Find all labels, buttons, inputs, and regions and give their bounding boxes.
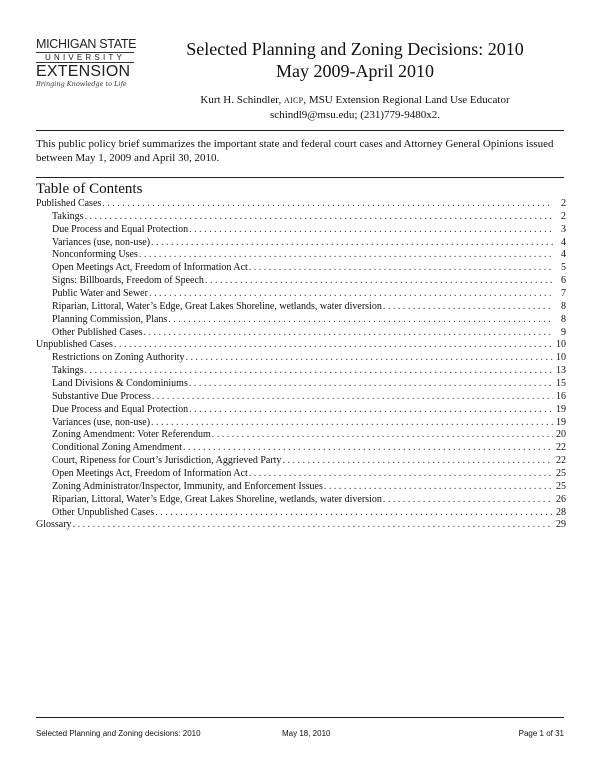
toc-entry-title: Unpublished Cases <box>36 339 113 351</box>
toc-entry[interactable] <box>36 378 566 391</box>
toc-entry-page: 7 <box>561 288 566 300</box>
toc-leader-dots <box>324 481 553 494</box>
toc-entry-page: 8 <box>561 300 566 312</box>
toc-entry-title: Variances (use, non-use) <box>52 416 151 428</box>
title-line-1: Selected Planning and Zoning Decisions: 2010 <box>186 39 524 59</box>
toc-entry-title: Conditional Zoning Amendment <box>52 442 182 454</box>
toc-entry-page: 13 <box>556 365 566 377</box>
footer-date: May 18, 2010 <box>282 729 331 738</box>
header-rule <box>36 130 564 131</box>
toc-leader-dots <box>73 519 553 532</box>
toc-entry-page: 16 <box>556 390 566 402</box>
toc-entry-title: Planning Commission, Plans <box>52 313 168 325</box>
footer-document-name: Selected Planning and Zoning decisions: 2010 <box>36 729 201 738</box>
toc-entry[interactable] <box>36 391 566 404</box>
toc-leader-dots <box>139 249 553 262</box>
toc-entry[interactable] <box>36 417 566 430</box>
table-of-contents <box>36 198 566 532</box>
toc-leader-dots <box>114 339 553 352</box>
toc-entry[interactable] <box>36 198 566 211</box>
toc-entry-title: Signs: Billboards, Freedom of Speech <box>52 275 204 287</box>
toc-leader-dots <box>151 417 553 430</box>
footer-page-number: Page 1 of 31 <box>518 729 564 738</box>
toc-leader-dots <box>85 211 553 224</box>
toc-entry-page: 20 <box>556 429 566 441</box>
toc-entry[interactable] <box>36 494 566 507</box>
toc-entry-title: Nonconforming Uses <box>52 249 138 261</box>
toc-entry[interactable] <box>36 519 566 532</box>
toc-entry-page: 9 <box>561 326 566 338</box>
toc-entry[interactable] <box>36 442 566 455</box>
toc-leader-dots <box>249 262 553 275</box>
toc-entry-page: 10 <box>556 339 566 351</box>
toc-entry-title: Zoning Administrator/Inspector, Immunity, and Enforcement Issues <box>52 480 323 492</box>
toc-leader-dots <box>212 429 553 442</box>
toc-leader-dots <box>249 468 553 481</box>
toc-entry-title: Other Unpublished Cases <box>52 506 155 518</box>
toc-entry[interactable] <box>36 314 566 327</box>
toc-entry[interactable] <box>36 224 566 237</box>
toc-leader-dots <box>383 301 553 314</box>
footer-rule <box>36 717 564 718</box>
toc-entry[interactable] <box>36 249 566 262</box>
summary-paragraph: This public policy brief summarizes the important state and federal court cases and Attorney General Opinions issued between May 1, 2009 and April 30, 2010. <box>36 138 554 164</box>
summary-rule <box>36 177 564 178</box>
toc-entry[interactable] <box>36 481 566 494</box>
toc-entry[interactable] <box>36 507 566 520</box>
toc-entry-page: 2 <box>561 198 566 209</box>
author-line <box>150 93 560 108</box>
toc-leader-dots <box>152 391 553 404</box>
toc-entry-page: 5 <box>561 262 566 274</box>
toc-entry-page: 22 <box>556 442 566 454</box>
toc-entry[interactable] <box>36 301 566 314</box>
toc-entry-page: 4 <box>561 236 566 248</box>
toc-leader-dots <box>102 198 553 211</box>
toc-entry-title: Land Divisions & Condominiums <box>52 378 188 390</box>
toc-leader-dots <box>186 352 554 365</box>
toc-entry-page: 29 <box>556 519 566 531</box>
toc-entry-title: Public Water and Sewer <box>52 288 148 300</box>
toc-entry[interactable] <box>36 275 566 288</box>
toc-leader-dots <box>383 494 553 507</box>
title-line-2: May 2009-April 2010 <box>276 61 434 81</box>
author-role: , MSU Extension Regional Land Use Educator <box>303 94 510 106</box>
toc-entry[interactable] <box>36 404 566 417</box>
toc-entry-page: 19 <box>556 416 566 428</box>
toc-entry-page: 25 <box>556 468 566 480</box>
toc-leader-dots <box>189 404 553 417</box>
toc-entry[interactable] <box>36 262 566 275</box>
toc-entry[interactable] <box>36 352 566 365</box>
toc-entry-page: 6 <box>561 275 566 287</box>
toc-entry[interactable] <box>36 455 566 468</box>
toc-entry-page: 3 <box>561 223 566 235</box>
toc-entry-title: Takings <box>52 210 84 222</box>
toc-entry-page: 10 <box>556 352 566 364</box>
toc-entry-title: Published Cases <box>36 198 102 209</box>
toc-entry[interactable] <box>36 339 566 352</box>
toc-entry-page: 8 <box>561 313 566 325</box>
toc-leader-dots <box>282 455 553 468</box>
toc-entry[interactable] <box>36 365 566 378</box>
toc-entry-title: Open Meetings Act, Freedom of Information Act <box>52 262 248 274</box>
toc-leader-dots <box>189 378 553 391</box>
author-block <box>150 93 560 123</box>
toc-entry-page: 26 <box>556 493 566 505</box>
toc-entry-title: Glossary <box>36 519 72 531</box>
toc-entry[interactable] <box>36 327 566 340</box>
toc-entry-title: Court, Ripeness for Court’s Jurisdiction, Aggrieved Party <box>52 455 282 467</box>
toc-entry[interactable] <box>36 237 566 250</box>
toc-leader-dots <box>144 327 553 340</box>
toc-entry-title: Variances (use, non-use) <box>52 236 151 248</box>
author-contact: schindl9@msu.edu; (231)779-9480x2. <box>270 109 440 121</box>
logo-line-3: EXTENSION <box>36 63 131 80</box>
toc-leader-dots <box>183 442 553 455</box>
toc-leader-dots <box>155 507 553 520</box>
toc-leader-dots <box>85 365 553 378</box>
toc-entry-title: Riparian, Littoral, Water’s Edge, Great Lakes Shoreline, wetlands, water diversion <box>52 493 382 505</box>
toc-entry-page: 22 <box>556 455 566 467</box>
logo-tagline: Bringing Knowledge to Life <box>36 80 127 88</box>
toc-leader-dots <box>168 314 553 327</box>
toc-entry-page: 25 <box>556 480 566 492</box>
toc-entry-page: 2 <box>561 210 566 222</box>
author-credential: AICP <box>283 96 304 105</box>
toc-entry[interactable] <box>36 211 566 224</box>
toc-entry-page: 15 <box>556 378 566 390</box>
toc-entry[interactable] <box>36 468 566 481</box>
toc-entry-page: 28 <box>556 506 566 518</box>
document-title <box>150 38 560 82</box>
toc-entry-title: Restrictions on Zoning Authority <box>52 352 185 364</box>
toc-entry-title: Zoning Amendment: Voter Referendum <box>52 429 211 441</box>
toc-heading: Table of Contents <box>36 181 143 197</box>
toc-entry-title: Open Meetings Act, Freedom of Information Act <box>52 468 248 480</box>
toc-entry-page: 19 <box>556 403 566 415</box>
toc-entry-page: 4 <box>561 249 566 261</box>
toc-entry[interactable] <box>36 429 566 442</box>
toc-entry[interactable] <box>36 288 566 301</box>
logo-line-2: UNIVERSITY <box>36 52 134 63</box>
author-name: Kurt H. Schindler, <box>200 94 282 106</box>
toc-entry-title: Takings <box>52 365 84 377</box>
toc-leader-dots <box>149 288 553 301</box>
toc-entry-title: Substantive Due Process <box>52 390 151 402</box>
logo-line-1: MICHIGAN STATE <box>36 37 137 51</box>
toc-leader-dots <box>205 275 553 288</box>
toc-entry-title: Due Process and Equal Protection <box>52 223 189 235</box>
toc-entry-title: Riparian, Littoral, Water’s Edge, Great Lakes Shoreline, wetlands, water diversion <box>52 300 382 312</box>
msu-extension-logo <box>36 38 146 89</box>
toc-entry-title: Due Process and Equal Protection <box>52 403 189 415</box>
toc-entry-title: Other Published Cases <box>52 326 143 338</box>
toc-leader-dots <box>151 237 553 250</box>
toc-leader-dots <box>189 224 553 237</box>
